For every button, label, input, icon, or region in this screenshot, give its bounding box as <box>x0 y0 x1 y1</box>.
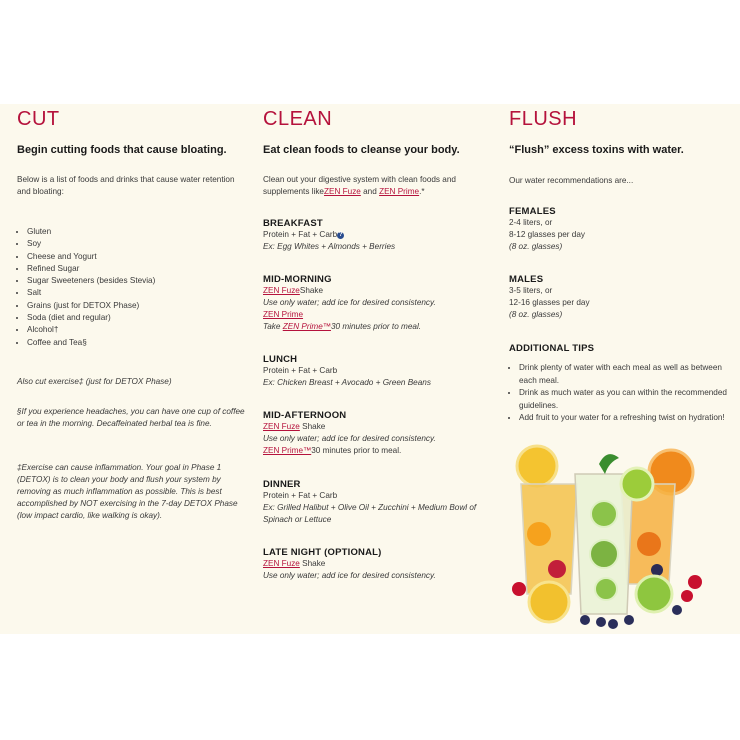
dinner-macros: Protein + Fat + Carb <box>263 491 338 500</box>
lemon-half-image <box>529 582 569 622</box>
list-item: • Soda (diet and regular) <box>27 312 255 324</box>
zen-fuze-link[interactable]: ZEN Fuze <box>263 422 300 431</box>
blueberry-image <box>651 564 663 576</box>
mid-morning-line-2: Use only water; add ice for desired consistency. <box>263 298 436 307</box>
raspberry-image <box>512 582 526 596</box>
lunch-section <box>263 354 498 389</box>
lunch-macros: Protein + Fat + Carb <box>263 366 338 375</box>
mid-afternoon-section <box>263 410 498 457</box>
dinner-section <box>263 479 495 526</box>
females-heading: FEMALES <box>509 206 556 217</box>
mid-morning-heading: MID-MORNING <box>263 274 332 285</box>
cut-coffee-note: §If you experience headaches, you can have one cup of coffee or tea in the morning. Decaffeinated herbal tea is fine. <box>17 407 245 428</box>
dinner-example: Ex: Grilled Halibut + Olive Oil + Zucchini + Medium Bowl of Spinach or Lettuce <box>263 503 477 524</box>
list-item: • Add fruit to your water for a refreshing twist on hydration! <box>519 412 734 425</box>
list-item: • Grains (just for DETOX Phase) <box>27 300 255 312</box>
cucumber-slice-image <box>595 578 617 600</box>
clean-intro-text: Clean out your digestive system with clean foods and supplements like <box>263 175 456 196</box>
list-item: • Drink as much water as you can within the recommended guidelines. <box>519 387 734 412</box>
blueberry-image <box>608 619 618 629</box>
list-item: • Gluten <box>27 226 255 238</box>
cut-exercise-note: Also cut exercise‡ (just for DETOX Phase) <box>17 377 172 386</box>
breakfast-example: Ex: Egg Whites + Almonds + Berries <box>263 242 396 251</box>
blueberry-image <box>580 615 590 625</box>
clean-intro <box>263 174 495 198</box>
raspberry-image <box>681 590 693 602</box>
breakfast-macros: Protein + Fat + Carb <box>263 230 338 239</box>
males-glass-size: (8 oz. glasses) <box>509 310 563 319</box>
lunch-example: Ex: Chicken Breast + Avocado + Green Beans <box>263 378 431 387</box>
males-glasses: 12-16 glasses per day <box>509 298 590 307</box>
list-item: • Sugar Sweeteners (besides Stevia) <box>27 275 255 287</box>
late-night-section <box>263 547 498 582</box>
dinner-heading: DINNER <box>263 479 301 490</box>
blueberry-image <box>672 605 682 615</box>
late-night-heading: LATE NIGHT (OPTIONAL) <box>263 547 382 558</box>
mid-morning-line-4 <box>263 321 498 333</box>
list-item: • Soy <box>27 238 255 250</box>
flush-intro: Our water recommendations are... <box>509 176 634 185</box>
list-item: • Drink plenty of water with each meal as well as between each meal. <box>519 362 734 387</box>
berry-in-glass-image <box>548 560 566 578</box>
mid-morning-take: Take <box>263 322 283 331</box>
cucumber-slice-image <box>591 501 617 527</box>
fruit-water-glasses-image <box>509 444 729 629</box>
list-item: • Salt <box>27 287 255 299</box>
clean-intro-end: .* <box>419 187 425 196</box>
mid-afternoon-heading: MID-AFTERNOON <box>263 410 347 421</box>
mid-afternoon-timing: 30 minutes prior to meal. <box>311 446 402 455</box>
zen-prime-link[interactable]: ZEN Prime <box>379 187 420 196</box>
mint-leaf-image <box>599 454 619 474</box>
raspberry-image <box>688 575 702 589</box>
mid-morning-line-3 <box>263 309 498 321</box>
orange-slice-glass-image <box>637 532 661 556</box>
mid-morning-timing: 30 minutes prior to meal. <box>330 322 422 331</box>
mid-morning-section <box>263 274 498 333</box>
flush-title: FLUSH <box>509 108 578 130</box>
zen-prime-tm-link[interactable]: ZEN Prime™ <box>282 322 331 331</box>
zen-prime-tm-link[interactable]: ZEN Prime™ <box>263 446 312 455</box>
males-heading: MALES <box>509 274 544 285</box>
males-section <box>509 274 729 321</box>
mid-afternoon-shake: Shake <box>299 422 326 431</box>
orange-in-glass-image <box>527 522 551 546</box>
cucumber-slice-image <box>590 540 618 568</box>
lunch-heading: LUNCH <box>263 354 298 365</box>
breakfast-line-1 <box>263 229 498 241</box>
help-circle-icon[interactable]: ? <box>338 232 343 238</box>
brochure-panel <box>0 104 740 634</box>
tips-list <box>509 362 734 425</box>
cut-intro: Below is a list of foods and drinks that cause water retention and bloating: <box>17 175 235 196</box>
tips-heading: ADDITIONAL TIPS <box>509 343 595 354</box>
males-liters: 3-5 liters, or <box>509 286 553 295</box>
cut-food-list <box>17 226 255 349</box>
list-item: • Coffee and Tea§ <box>27 337 255 349</box>
late-night-shake: Shake <box>299 559 326 568</box>
mid-afternoon-line-1 <box>263 421 498 433</box>
list-item: • Refined Sugar <box>27 263 255 275</box>
zen-fuze-link[interactable]: ZEN Fuze <box>263 559 300 568</box>
cut-inflammation-note: ‡Exercise can cause inflammation. Your goal in Phase 1 (DETOX) is to clean your body and flush your system by removing as much inflammation as possible. This is best accomplished by NOT exercising in the 7-day DETOX Phase (low impact cardio, like walking is okay). <box>17 463 238 520</box>
zen-fuze-link[interactable]: ZEN Fuze <box>263 286 300 295</box>
mid-morning-line-1 <box>263 285 498 297</box>
late-night-line-2: Use only water; add ice for desired consistency. <box>263 571 436 580</box>
late-night-line-1 <box>263 558 498 570</box>
blueberry-image <box>624 615 634 625</box>
lime-slice-image <box>621 468 653 500</box>
females-glass-size: (8 oz. glasses) <box>509 242 563 251</box>
cut-lead: Begin cutting foods that cause bloating. <box>17 144 227 156</box>
flush-lead: “Flush” excess toxins with water. <box>509 144 684 156</box>
mid-afternoon-line-3 <box>263 445 498 457</box>
list-item: • Cheese and Yogurt <box>27 251 255 263</box>
cut-title: CUT <box>17 108 60 130</box>
clean-intro-and: and <box>360 187 380 196</box>
mid-morning-shake: Shake <box>299 286 324 295</box>
blueberry-image <box>596 617 606 627</box>
breakfast-heading: BREAKFAST <box>263 218 323 229</box>
list-item: • Alcohol† <box>27 324 255 336</box>
clean-lead: Eat clean foods to cleanse your body. <box>263 144 460 156</box>
females-liters: 2-4 liters, or <box>509 218 553 227</box>
breakfast-section <box>263 218 498 253</box>
mid-afternoon-line-2: Use only water; add ice for desired consistency. <box>263 434 436 443</box>
females-section <box>509 206 729 253</box>
lemon-slice-image <box>517 446 557 486</box>
lime-half-image <box>636 576 672 612</box>
clean-title: CLEAN <box>263 108 333 130</box>
females-glasses: 8-12 glasses per day <box>509 230 586 239</box>
zen-fuze-link[interactable]: ZEN Fuze <box>323 187 361 196</box>
zen-prime-link[interactable]: ZEN Prime <box>263 310 304 319</box>
